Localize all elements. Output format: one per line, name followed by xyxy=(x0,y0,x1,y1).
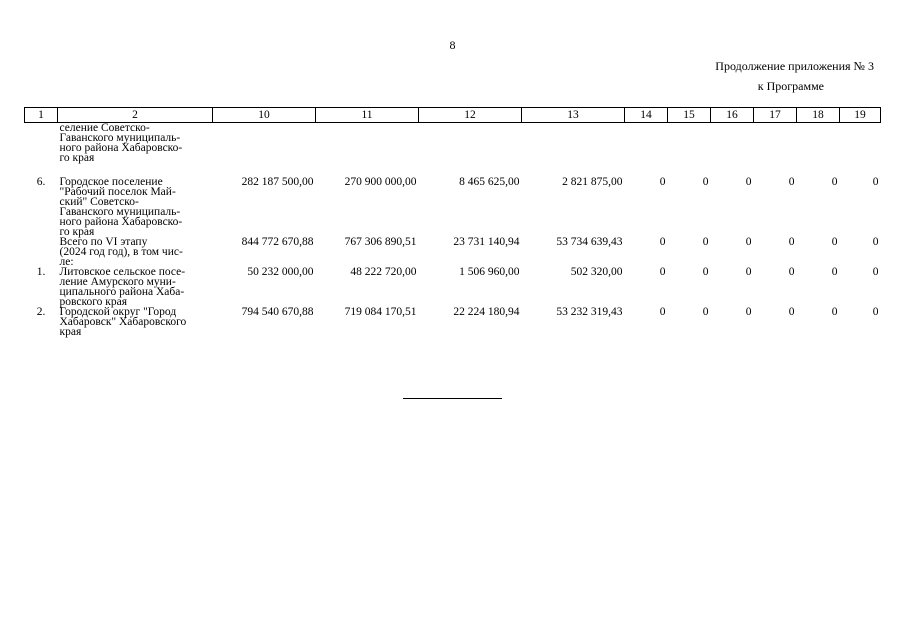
value-cell: 0 xyxy=(872,266,879,278)
value-cell: 0 xyxy=(745,236,752,248)
value-cell xyxy=(316,123,419,178)
row-index xyxy=(25,237,58,267)
value-cell xyxy=(522,123,625,178)
value-cell xyxy=(625,123,668,178)
table-row xyxy=(25,307,881,337)
value-cell: 0 xyxy=(659,176,666,188)
value-cell: 0 xyxy=(872,176,879,188)
appendix-subtitle: к Программе xyxy=(757,79,824,93)
value-cell: 0 xyxy=(659,306,666,318)
value-cell: 0 xyxy=(745,266,752,278)
value-cell: 23 731 140,94 xyxy=(453,236,520,248)
page-number: 8 xyxy=(449,38,456,52)
value-cell: 0 xyxy=(872,236,879,248)
column-header: 11 xyxy=(316,108,419,123)
value-cell: 0 xyxy=(702,176,709,188)
column-header: 14 xyxy=(625,108,668,123)
value-cell: 0 xyxy=(702,236,709,248)
value-cell xyxy=(754,123,797,178)
row-name xyxy=(58,123,213,178)
value-cell: 0 xyxy=(831,306,838,318)
column-header: 2 xyxy=(58,108,213,123)
appendix-title: Продолжение приложения № 3 xyxy=(715,59,874,73)
row-name xyxy=(58,237,213,267)
value-cell: 0 xyxy=(788,236,795,248)
row-index xyxy=(25,123,58,178)
column-header: 12 xyxy=(419,108,522,123)
table-row xyxy=(25,123,881,178)
value-cell: 282 187 500,00 xyxy=(241,176,314,188)
table-row xyxy=(25,177,881,237)
value-cell: 844 772 670,88 xyxy=(241,236,314,248)
table-row xyxy=(25,267,881,307)
value-cell xyxy=(419,123,522,178)
value-cell xyxy=(668,123,711,178)
value-cell: 1 506 960,00 xyxy=(459,266,520,278)
value-cell: 48 222 720,00 xyxy=(350,266,417,278)
column-header: 18 xyxy=(797,108,840,123)
column-header: 10 xyxy=(213,108,316,123)
column-header: 19 xyxy=(840,108,881,123)
value-cell: 0 xyxy=(659,236,666,248)
row-name xyxy=(58,177,213,237)
column-header: 1 xyxy=(25,108,58,123)
value-cell: 0 xyxy=(788,306,795,318)
row-name-text: Литовское сельское посе- ление Амурского муни- ципального района Хаба- ровского края xyxy=(59,266,186,308)
row-index: 1. xyxy=(36,266,46,278)
value-cell xyxy=(797,123,840,178)
row-name-text: селение Советско- Гаванского муниципаль- ного района Хабаровско- го края xyxy=(59,122,183,164)
value-cell: 0 xyxy=(831,176,838,188)
row-name xyxy=(58,307,213,337)
column-header: 13 xyxy=(522,108,625,123)
row-name xyxy=(58,267,213,307)
closing-divider xyxy=(403,398,502,399)
value-cell: 0 xyxy=(659,266,666,278)
value-cell: 270 900 000,00 xyxy=(344,176,417,188)
column-header: 17 xyxy=(754,108,797,123)
row-name-text: Городское поселение "Рабочий поселок Май- ский" Советско- Гаванского муниципаль- ного района Хабаровско- го края xyxy=(59,176,183,238)
row-index: 2. xyxy=(36,306,46,318)
row-name-text: Всего по VI этапу (2024 год год), в том чис- ле: xyxy=(59,236,183,268)
value-cell: 0 xyxy=(831,266,838,278)
table-row xyxy=(25,237,881,267)
column-header: 15 xyxy=(668,108,711,123)
value-cell: 0 xyxy=(831,236,838,248)
value-cell: 0 xyxy=(788,176,795,188)
value-cell: 719 084 170,51 xyxy=(344,306,417,318)
value-cell: 794 540 670,88 xyxy=(241,306,314,318)
value-cell: 53 734 639,43 xyxy=(556,236,623,248)
value-cell: 2 821 875,00 xyxy=(562,176,623,188)
value-cell: 0 xyxy=(872,306,879,318)
row-index: 6. xyxy=(36,176,46,188)
value-cell: 50 232 000,00 xyxy=(247,266,314,278)
value-cell: 767 306 890,51 xyxy=(344,236,417,248)
value-cell: 0 xyxy=(788,266,795,278)
value-cell: 502 320,00 xyxy=(570,266,623,278)
value-cell: 22 224 180,94 xyxy=(453,306,520,318)
data-table xyxy=(24,107,881,337)
value-cell: 0 xyxy=(745,306,752,318)
value-cell: 0 xyxy=(745,176,752,188)
column-header: 16 xyxy=(711,108,754,123)
value-cell: 53 232 319,43 xyxy=(556,306,623,318)
row-name-text: Городской округ "Город Хабаровск" Хабаровского края xyxy=(59,306,187,338)
value-cell: 0 xyxy=(702,266,709,278)
value-cell: 8 465 625,00 xyxy=(459,176,520,188)
value-cell xyxy=(711,123,754,178)
value-cell xyxy=(213,123,316,178)
table-header-row xyxy=(25,108,881,123)
value-cell xyxy=(840,123,881,178)
value-cell: 0 xyxy=(702,306,709,318)
